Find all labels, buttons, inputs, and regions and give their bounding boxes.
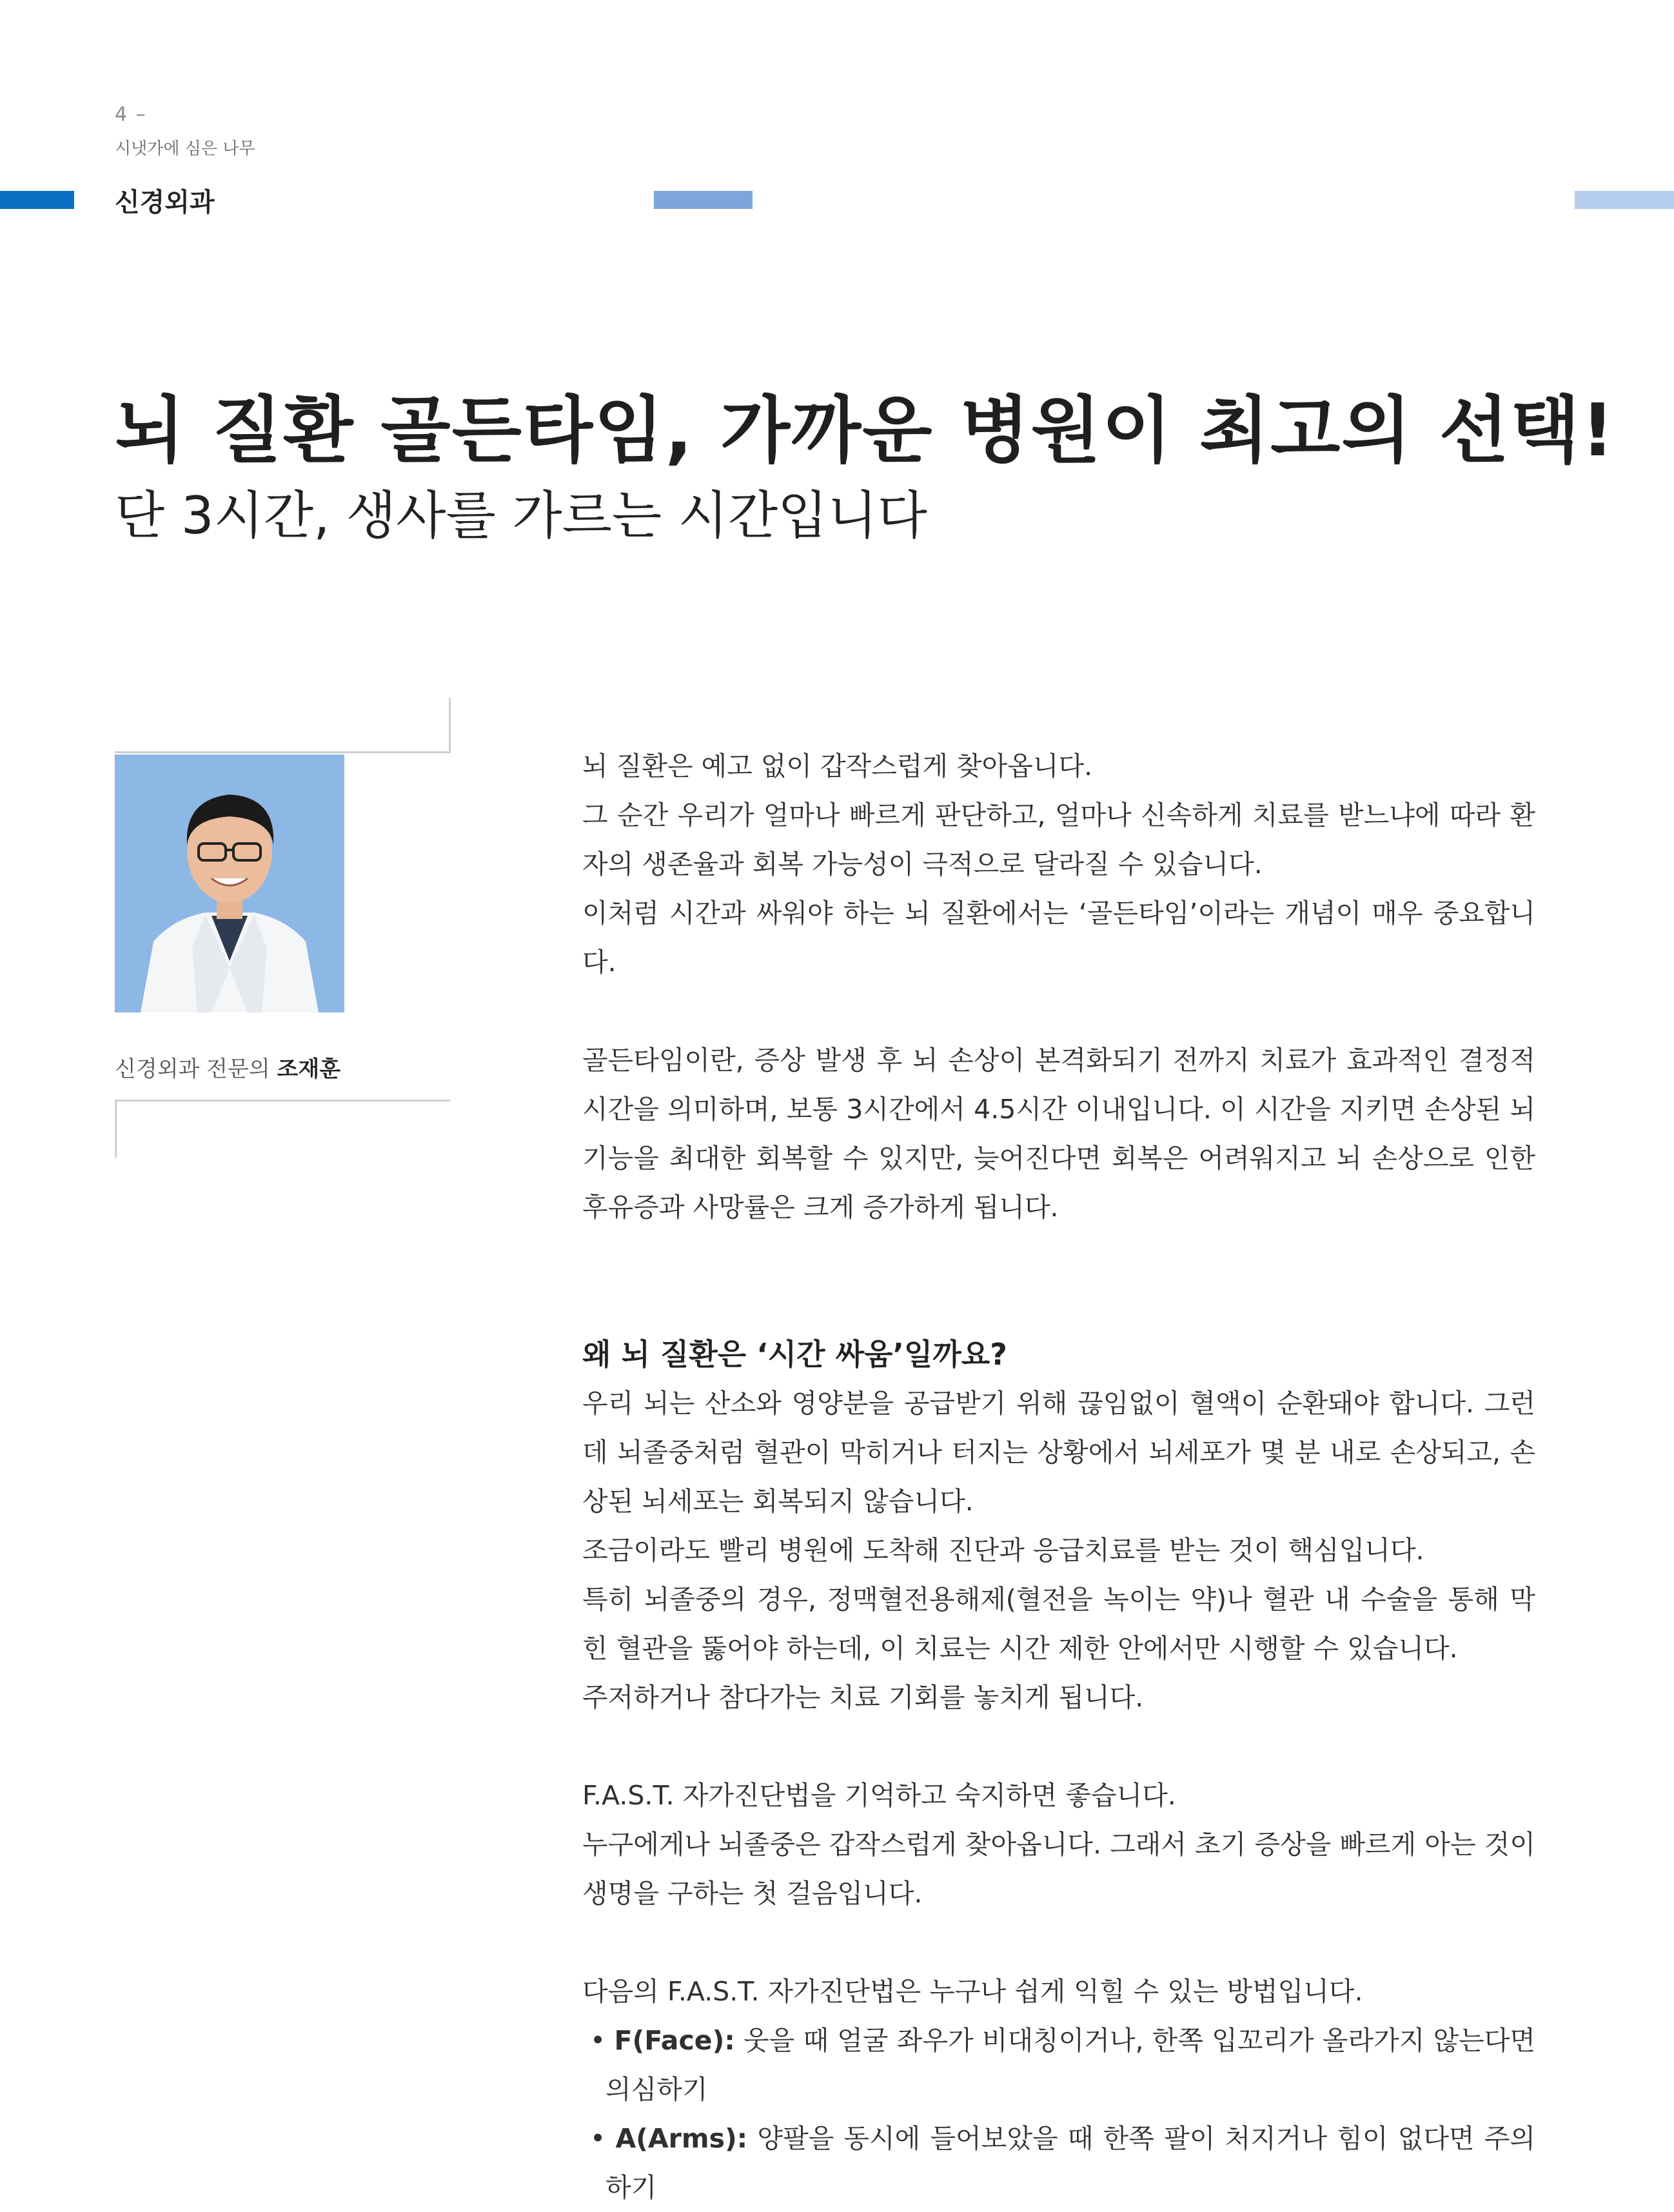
accent-bar-left	[0, 191, 74, 209]
article-title: 뇌 질환 골든타임, 가까운 병원이 최고의 선택!	[115, 389, 1616, 473]
article-subtitle: 단 3시간, 생사를 가르는 시간입니다	[115, 486, 927, 546]
section-paragraph-4: 주저하거나 참다가는 치료 기회를 놓치게 됩니다.	[582, 1682, 1144, 1713]
fast-item-face-text: 웃을 때 얼굴 좌우가 비대칭이거나, 한쪽 입꼬리가 올라가지 않는다면 의심하기	[606, 2025, 1536, 2105]
intro-line-3: 이처럼 시간과 싸워야 하는 뇌 질환에서는 ‘골든타임’이라는 개념이 매우 중요합니다.	[582, 898, 1535, 978]
section-paragraph-3: 특히 뇌졸중의 경우, 정맥혈전용해제(혈전을 녹이는 약)나 혈관 내 수술을 통해 막힌 혈관을 뚫어야 하는데, 이 치료는 시간 제한 안에서만 시행할 수 있습니다.	[582, 1584, 1535, 1664]
fast-list-intro: 다음의 F.A.S.T. 자가진단법은 누구나 쉽게 익힐 수 있는 방법입니다.	[582, 1976, 1363, 2007]
intro-line-1: 뇌 질환은 예고 없이 갑작스럽게 찾아옵니다.	[582, 751, 1093, 782]
golden-time-paragraph: 골든타임이란, 증상 발생 후 뇌 손상이 본격화되기 전까지 치료가 효과적인 결정적 시간을 의미하며, 보통 3시간에서 4.5시간 이내입니다. 이 시간을 지키면 손상된 뇌 기능을 최대한 회복할 수 있지만, 늦어진다면 회복은 어려워지고 뇌 손상으로 인한 후유증과 사망률은 크게 증가하게 됩니다.	[582, 1045, 1535, 1223]
section-paragraph-1: 우리 뇌는 산소와 영양분을 공급받기 위해 끊임없이 혈액이 순환돼야 합니다. 그런데 뇌졸중처럼 혈관이 막히거나 터지는 상황에서 뇌세포가 몇 분 내로 손상되고, 손상된 뇌세포는 회복되지 않습니다.	[582, 1388, 1535, 1517]
article-body	[582, 742, 1535, 2212]
accent-bar-right	[1575, 191, 1674, 209]
page-number: 4 –	[115, 103, 147, 126]
fast-item-face-label: F(Face):	[614, 2025, 735, 2056]
accent-bar-middle	[654, 191, 753, 209]
section-paragraph-2: 조금이라도 빨리 병원에 도착해 진단과 응급치료를 받는 것이 핵심입니다.	[582, 1535, 1424, 1566]
doctor-photo	[115, 755, 344, 1012]
fast-item-face: • F(Face): 웃을 때 얼굴 좌우가 비대칭이거나, 한쪽 입꼬리가 올라가지 않는다면 의심하기	[590, 2025, 1536, 2105]
section-heading: 왜 뇌 질환은 ‘시간 싸움’일까요?	[582, 1337, 1007, 1372]
fast-intro-2: 누구에게나 뇌졸중은 갑작스럽게 찾아옵니다. 그래서 초기 증상을 빠르게 아는 것이 생명을 구하는 첫 걸음입니다.	[582, 1829, 1535, 1909]
doctor-name: 조재훈	[277, 1056, 341, 1082]
frame-line-bottom	[115, 1100, 450, 1101]
fast-intro-1: F.A.S.T. 자가진단법을 기억하고 숙지하면 좋습니다.	[582, 1780, 1176, 1811]
doctor-portrait-illustration	[115, 755, 344, 1012]
fast-item-arms-text: 양팔을 동시에 들어보았을 때 한쪽 팔이 처지거나 힘이 없다면 주의하기	[606, 2123, 1535, 2203]
frame-line-bottom-vertical	[115, 1100, 117, 1158]
frame-line-top-vertical	[449, 698, 451, 753]
doctor-role: 신경외과 전문의	[115, 1056, 270, 1082]
intro-line-2: 그 순간 우리가 얼마나 빠르게 판단하고, 얼마나 신속하게 치료를 받느냐에 따라 환자의 생존율과 회복 가능성이 극적으로 달라질 수 있습니다.	[582, 800, 1535, 880]
frame-line-top	[115, 751, 450, 753]
fast-item-arms-label: A(Arms):	[615, 2123, 748, 2154]
magazine-title: 시냇가에 심은 나무	[115, 139, 255, 159]
fast-item-arms: • A(Arms): 양팔을 동시에 들어보았을 때 한쪽 팔이 처지거나 힘이 없다면 주의하기	[590, 2123, 1535, 2203]
doctor-caption	[115, 1051, 340, 1083]
department-label: 신경외과	[115, 188, 215, 217]
